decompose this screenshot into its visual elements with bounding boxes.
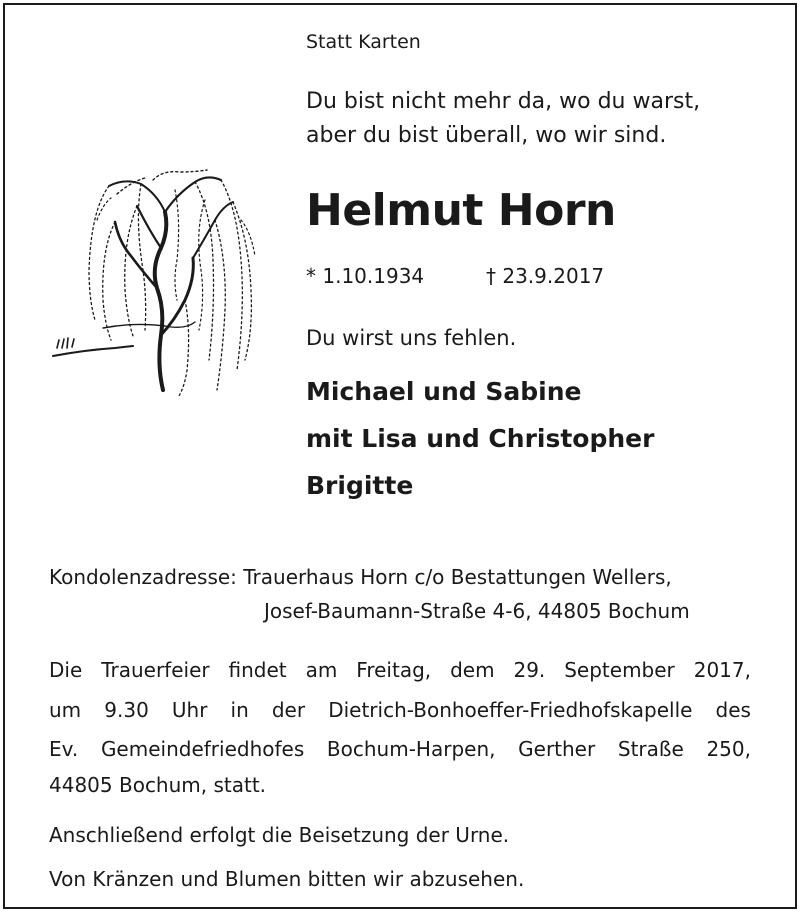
word: der — [271, 698, 306, 722]
weeping-willow-icon — [45, 160, 265, 410]
word: 2017, — [693, 658, 751, 682]
condolence-address-line-2: Josef-Baumann-Straße 4-6, 44805 Bochum — [264, 599, 690, 623]
word: dem — [450, 658, 495, 682]
service-line-4: 44805 Bochum, statt. — [49, 773, 267, 797]
mourner-line-2: mit Lisa und Christopher — [306, 424, 655, 453]
word: des — [715, 698, 751, 722]
word: 9.30 — [104, 698, 149, 722]
word: Trauerfeier — [101, 658, 210, 682]
service-line-1 — [49, 658, 751, 682]
word: 250, — [706, 737, 751, 761]
service-line-3 — [49, 737, 751, 761]
word: Straße — [617, 737, 684, 761]
mourner-line-1: Michael und Sabine — [306, 377, 582, 406]
burial-note: Anschließend erfolgt die Beisetzung der Urne. — [49, 823, 510, 847]
word: Gemeindefriedhofes — [100, 737, 305, 761]
word: Uhr — [171, 698, 208, 722]
word: 29. — [513, 658, 546, 682]
poem-line-1: Du bist nicht mehr da, wo du warst, — [306, 89, 701, 114]
condolence-address-line-1: Kondolenzadresse: Trauerhaus Horn c/o Bestattungen Wellers, — [49, 565, 672, 589]
mourner-line-3: Brigitte — [306, 471, 414, 500]
flowers-note: Von Kränzen und Blumen bitten wir abzusehen. — [49, 867, 525, 891]
word: Bochum-Harpen, — [326, 737, 496, 761]
farewell-line: Du wirst uns fehlen. — [306, 326, 517, 350]
word: um — [49, 698, 82, 722]
word: Dietrich-Bonhoeffer-Friedhofskapelle — [328, 698, 693, 722]
word: findet — [228, 658, 287, 682]
birth-date: * 1.10.1934 — [306, 264, 425, 288]
word: am — [305, 658, 338, 682]
service-line-2 — [49, 698, 751, 722]
death-date: † 23.9.2017 — [486, 264, 605, 288]
obituary-frame — [3, 3, 797, 909]
deceased-name: Helmut Horn — [306, 185, 616, 236]
statt-karten-label: Statt Karten — [306, 31, 421, 53]
word: September — [564, 658, 675, 682]
poem-line-2: aber du bist überall, wo wir sind. — [306, 123, 667, 148]
word: Freitag, — [356, 658, 432, 682]
word: Ev. — [49, 737, 79, 761]
word: in — [230, 698, 249, 722]
word: Die — [49, 658, 83, 682]
word: Gerther — [518, 737, 596, 761]
